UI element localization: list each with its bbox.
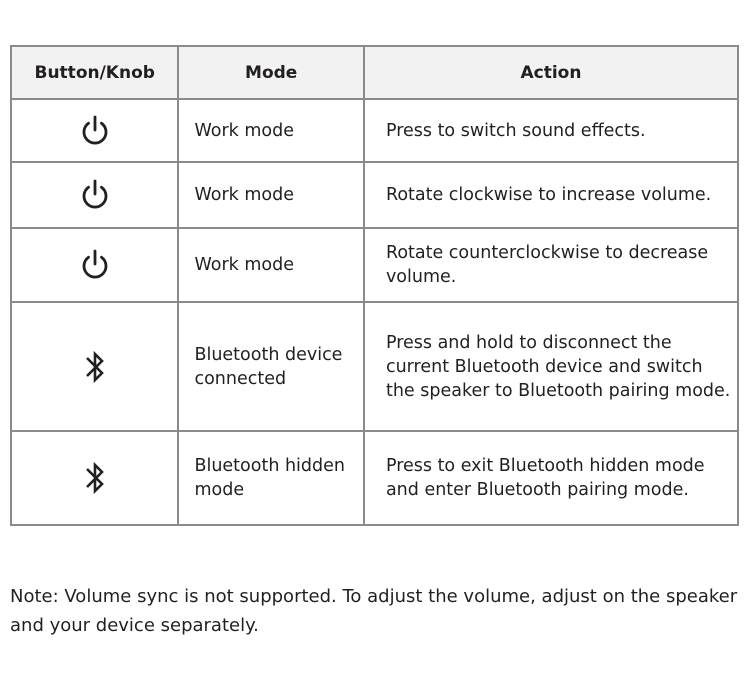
- bluetooth-icon: [83, 459, 107, 497]
- table-row: [11, 99, 738, 162]
- bluetooth-icon: [83, 348, 107, 386]
- header-button-knob: Button/Knob: [11, 46, 178, 99]
- action-cell: Press to switch sound effects.: [364, 99, 738, 162]
- action-cell: Rotate clockwise to increase volume.: [364, 162, 738, 228]
- power-icon: [79, 114, 111, 148]
- button-cell: [11, 99, 178, 162]
- mode-cell: Bluetooth hidden mode: [178, 431, 364, 525]
- mode-cell: Work mode: [178, 99, 364, 162]
- table-row: [11, 162, 738, 228]
- header-action: Action: [364, 46, 738, 99]
- header-mode: Mode: [178, 46, 364, 99]
- action-cell: Press to exit Bluetooth hidden mode and enter Bluetooth pairing mode.: [364, 431, 738, 525]
- button-cell: [11, 228, 178, 302]
- table-row: [11, 228, 738, 302]
- action-cell: Press and hold to disconnect the current Bluetooth device and switch the speaker to Bluetooth pairing mode.: [364, 302, 738, 431]
- table-header-row: [11, 46, 738, 99]
- power-icon: [79, 248, 111, 282]
- action-cell: Rotate counterclockwise to decrease volume.: [364, 228, 738, 302]
- mode-cell: Work mode: [178, 228, 364, 302]
- mode-cell: Bluetooth device connected: [178, 302, 364, 431]
- table-row: [11, 431, 738, 525]
- button-cell: [11, 162, 178, 228]
- button-cell: [11, 431, 178, 525]
- mode-cell: Work mode: [178, 162, 364, 228]
- button-cell: [11, 302, 178, 431]
- volume-sync-note: Note: Volume sync is not supported. To adjust the volume, adjust on the speaker and your device separately.: [10, 586, 738, 636]
- power-icon: [79, 178, 111, 212]
- button-function-table: [10, 45, 739, 526]
- table-row: [11, 302, 738, 431]
